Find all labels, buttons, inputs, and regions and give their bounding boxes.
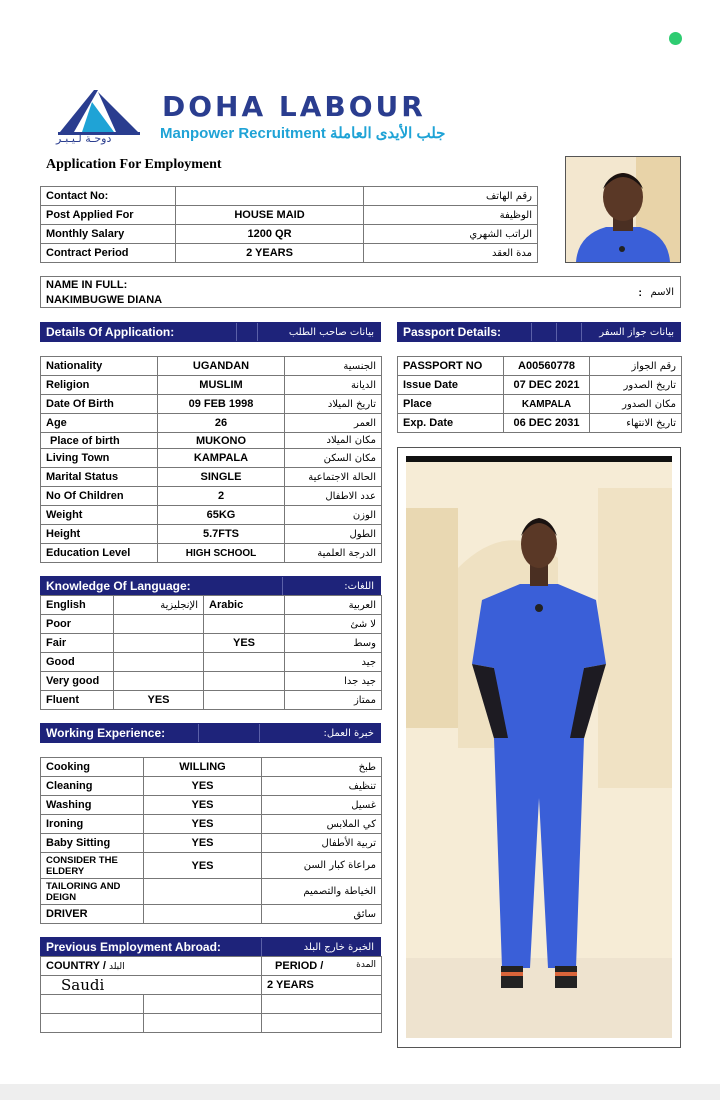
row-label: Place [398, 395, 504, 414]
row-arabic: تاريخ الانتهاء [590, 414, 682, 433]
country-value [144, 995, 262, 1014]
applicant-photo-full [397, 447, 681, 1048]
company-logo [52, 88, 147, 148]
experience-header [40, 723, 381, 743]
row-label: Ironing [41, 815, 144, 834]
table-row [41, 653, 382, 672]
row-arabic: العمر [285, 414, 382, 433]
status-dot [669, 32, 682, 45]
experience-table [40, 757, 382, 924]
row-arabic: مكان الميلاد [285, 433, 382, 449]
header-divider [236, 323, 237, 341]
row-label: Weight [41, 506, 158, 525]
row-arabic: الجنسية [285, 357, 382, 376]
row-value: A00560778 [504, 357, 590, 376]
row-label: Fluent [41, 691, 114, 710]
table-row [41, 905, 382, 924]
country-label: COUNTRY / [46, 960, 106, 972]
table-row [41, 376, 382, 395]
abroad-header-arabic: الخبرة خارج البلد [303, 941, 374, 953]
form-title: Application For Employment [46, 157, 222, 172]
row-arabic: الوزن [285, 506, 382, 525]
row-arabic: الخياطة والتصميم [262, 879, 382, 905]
row-arabic: غسيل [262, 796, 382, 815]
row-value: YES [144, 853, 262, 879]
empty-cell [41, 1014, 144, 1033]
table-row [41, 976, 382, 995]
row-label: Baby Sitting [41, 834, 144, 853]
contact-label: Contact No: [41, 187, 176, 206]
row-label: Nationality [41, 357, 158, 376]
row-arabic: رقم الجواز [590, 357, 682, 376]
row-label: PASSPORT NO [398, 357, 504, 376]
row-value: MUSLIM [158, 376, 285, 395]
country-heading [41, 957, 262, 976]
english-heading: English [41, 596, 114, 615]
post-arabic: الوظيفة [364, 206, 538, 225]
english-level: YES [114, 691, 204, 710]
row-value: HIGH SCHOOL [158, 544, 285, 563]
table-row [41, 357, 382, 376]
row-arabic: تنظيف [262, 777, 382, 796]
table-row [41, 672, 382, 691]
row-arabic: طبخ [262, 758, 382, 777]
row-arabic: تربية الأطفال [262, 834, 382, 853]
table-row [398, 357, 682, 376]
english-heading-arabic: الإنجليزية [114, 596, 204, 615]
period-heading [262, 957, 382, 976]
table-row [41, 414, 382, 433]
brand-name: DOHA LABOUR [162, 90, 426, 123]
row-arabic: وسط [285, 634, 382, 653]
row-value: YES [144, 815, 262, 834]
passport-table [397, 356, 682, 433]
english-level [114, 653, 204, 672]
english-level [114, 634, 204, 653]
full-name-box [40, 276, 681, 308]
table-row [41, 796, 382, 815]
row-value: 07 DEC 2021 [504, 376, 590, 395]
contract-arabic: مدة العقد [364, 244, 538, 263]
table-row [41, 544, 382, 563]
row-value: MUKONO [158, 433, 285, 449]
row-label: Poor [41, 615, 114, 634]
row-label: TAILORING AND DEIGN [41, 879, 144, 905]
row-label: Good [41, 653, 114, 672]
row-value: UGANDAN [158, 357, 285, 376]
period-arabic: المدة [356, 960, 377, 970]
experience-header-arabic: خبرة العمل: [323, 727, 374, 739]
table-row [398, 395, 682, 414]
row-arabic: لا شئ [285, 615, 382, 634]
table-row [41, 187, 538, 206]
row-label: DRIVER [41, 905, 144, 924]
post-label: Post Applied For [41, 206, 176, 225]
english-level [114, 615, 204, 634]
row-value: 06 DEC 2031 [504, 414, 590, 433]
table-row [41, 225, 538, 244]
application-header-arabic: بيانات صاحب الطلب [288, 326, 374, 338]
row-label: Marital Status [41, 468, 158, 487]
row-value: 2 [158, 487, 285, 506]
logo-arabic-text: دوحـة لـيـبـر [56, 132, 112, 145]
row-label: Place of birth [41, 433, 158, 449]
period-value [262, 1014, 382, 1033]
salary-label: Monthly Salary [41, 225, 176, 244]
row-label: CONSIDER THE ELDERY [41, 853, 144, 879]
salary-arabic: الراتب الشهري [364, 225, 538, 244]
name-arabic: الاسم [650, 287, 674, 298]
table-row [41, 506, 382, 525]
period-label: PERIOD / [275, 960, 324, 972]
application-header [40, 322, 381, 342]
table-row [41, 433, 382, 449]
application-table [40, 356, 382, 563]
row-value [144, 905, 262, 924]
row-value: WILLING [144, 758, 262, 777]
table-row [41, 1014, 382, 1033]
application-header-title: Details Of Application: [46, 325, 175, 339]
passport-header-title: Passport Details: [403, 325, 502, 339]
row-arabic: مراعاة كبار السن [262, 853, 382, 879]
table-row [41, 691, 382, 710]
row-label: Exp. Date [398, 414, 504, 433]
row-arabic: سائق [262, 905, 382, 924]
row-label: Date Of Birth [41, 395, 158, 414]
row-label: Height [41, 525, 158, 544]
table-row [41, 615, 382, 634]
post-value: HOUSE MAID [176, 206, 364, 225]
contact-arabic: رقم الهاتف [364, 187, 538, 206]
table-row [41, 879, 382, 905]
row-arabic: مكان السكن [285, 449, 382, 468]
table-row [41, 525, 382, 544]
table-row [41, 777, 382, 796]
header-divider [531, 323, 532, 341]
row-arabic: جيد جدا [285, 672, 382, 691]
arabic-heading-arabic: العربية [285, 596, 382, 615]
abroad-header-title: Previous Employment Abroad: [46, 940, 221, 954]
table-row [41, 995, 382, 1014]
row-arabic: عدد الاطفال [285, 487, 382, 506]
row-value: KAMPALA [504, 395, 590, 414]
experience-header-title: Working Experience: [46, 726, 166, 740]
table-row [398, 376, 682, 395]
table-row [41, 487, 382, 506]
english-level [114, 672, 204, 691]
table-row [398, 414, 682, 433]
table-row [41, 834, 382, 853]
arabic-heading: Arabic [204, 596, 285, 615]
country-value [144, 1014, 262, 1033]
passport-header-arabic: بيانات جواز السفر [599, 326, 674, 338]
row-value: KAMPALA [158, 449, 285, 468]
empty-cell [41, 995, 144, 1014]
row-label: Religion [41, 376, 158, 395]
salary-value: 1200 QR [176, 225, 364, 244]
country-value: Saudi [41, 976, 262, 995]
row-value [144, 879, 262, 905]
row-arabic: مكان الصدور [590, 395, 682, 414]
row-arabic: ممتاز [285, 691, 382, 710]
row-arabic: جيد [285, 653, 382, 672]
abroad-table [40, 956, 382, 1033]
passport-header [397, 322, 681, 342]
table-row [41, 449, 382, 468]
row-value: YES [144, 777, 262, 796]
row-value: SINGLE [158, 468, 285, 487]
arabic-level [204, 672, 285, 691]
table-row [41, 206, 538, 225]
row-value: 09 FEB 1998 [158, 395, 285, 414]
abroad-header [40, 937, 381, 957]
arabic-level [204, 653, 285, 672]
row-label: Living Town [41, 449, 158, 468]
row-value: YES [144, 796, 262, 815]
language-table [40, 595, 382, 710]
contract-label: Contract Period [41, 244, 176, 263]
row-label: Issue Date [398, 376, 504, 395]
applicant-photo-small [565, 156, 681, 263]
row-arabic: الديانة [285, 376, 382, 395]
arabic-level [204, 615, 285, 634]
row-label: Cleaning [41, 777, 144, 796]
row-arabic: الحالة الاجتماعية [285, 468, 382, 487]
row-arabic: الدرجة العلمية [285, 544, 382, 563]
table-row [41, 815, 382, 834]
row-arabic: تاريخ الصدور [590, 376, 682, 395]
top-info-table [40, 186, 538, 263]
header-divider [198, 724, 199, 742]
language-header-title: Knowledge Of Language: [46, 579, 191, 593]
period-value: 2 YEARS [262, 976, 382, 995]
table-row [41, 853, 382, 879]
arabic-level: YES [204, 634, 285, 653]
row-arabic: الطول [285, 525, 382, 544]
row-label: No Of Children [41, 487, 158, 506]
bottom-bar [0, 1084, 720, 1100]
table-row [41, 244, 538, 263]
name-colon: : [638, 287, 642, 299]
row-label: Washing [41, 796, 144, 815]
table-row [41, 395, 382, 414]
language-header-arabic: اللغات: [344, 580, 374, 592]
arabic-level [204, 691, 285, 710]
name-value: NAKIMBUGWE DIANA [46, 294, 163, 306]
contact-value [176, 187, 364, 206]
table-row [41, 957, 382, 976]
country-arabic: البلد [108, 962, 125, 972]
table-row [41, 758, 382, 777]
row-label: Education Level [41, 544, 158, 563]
row-arabic: تاريخ الميلاد [285, 395, 382, 414]
row-value: 5.7FTS [158, 525, 285, 544]
row-arabic: كي الملابس [262, 815, 382, 834]
row-label: Fair [41, 634, 114, 653]
name-label: NAME IN FULL: [46, 279, 128, 291]
row-label: Cooking [41, 758, 144, 777]
row-value: 26 [158, 414, 285, 433]
language-header [40, 576, 381, 596]
brand-subtitle: Manpower Recruitment جلب الأيدى العاملة [160, 125, 446, 142]
table-row [41, 596, 382, 615]
row-value: YES [144, 834, 262, 853]
row-label: Age [41, 414, 158, 433]
row-label: Very good [41, 672, 114, 691]
contract-value: 2 YEARS [176, 244, 364, 263]
header-divider [556, 323, 557, 341]
table-row [41, 634, 382, 653]
period-value [262, 995, 382, 1014]
table-row [41, 468, 382, 487]
row-value: 65KG [158, 506, 285, 525]
